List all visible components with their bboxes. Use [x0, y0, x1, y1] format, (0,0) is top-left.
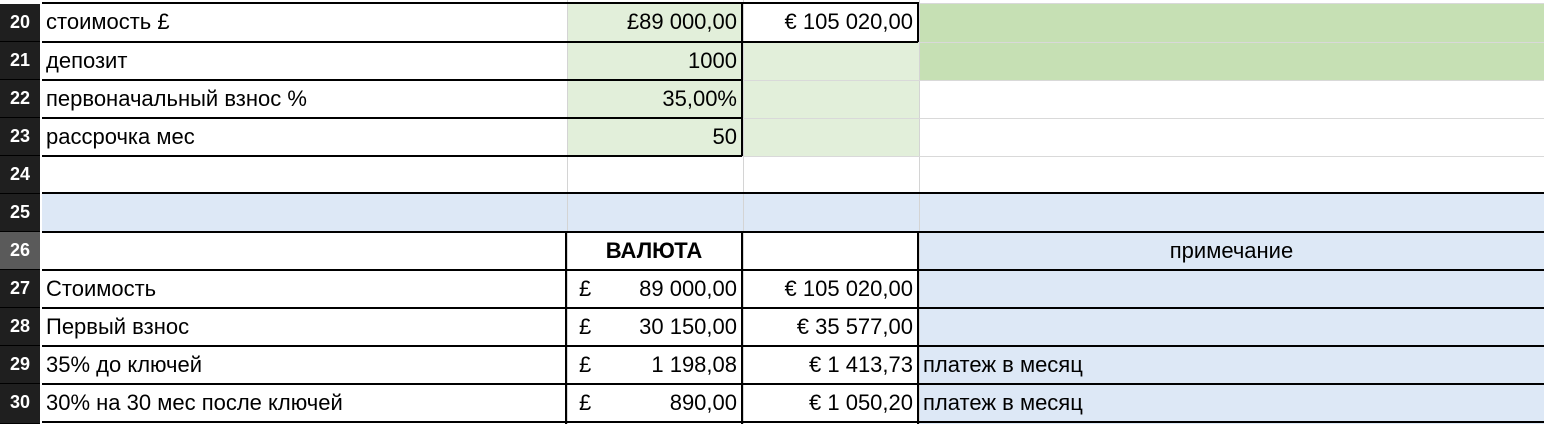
border-row-23: [42, 155, 742, 157]
cell-e29-note[interactable]: платеж в месяц: [923, 352, 1083, 377]
cell-c30[interactable]: 890,00: [669, 390, 737, 415]
row-header-20[interactable]: 20: [0, 4, 40, 42]
cell-b23[interactable]: рассрочка мес: [46, 124, 195, 149]
border-col-d: [917, 2, 919, 42]
cell-c27[interactable]: 89 000,00: [639, 276, 737, 301]
border-row-24: [42, 192, 1544, 194]
row-header-26[interactable]: 26: [0, 232, 40, 270]
cell-d28[interactable]: € 35 577,00: [796, 314, 913, 339]
row-header-28[interactable]: 28: [0, 308, 40, 346]
cell-b21[interactable]: депозит: [46, 48, 128, 73]
cell-c20[interactable]: £89 000,00: [626, 9, 737, 34]
cell-c28[interactable]: 30 150,00: [639, 314, 737, 339]
cell-d29[interactable]: € 1 413,73: [809, 352, 913, 377]
cell-d30[interactable]: € 1 050,20: [809, 390, 913, 415]
cell-d27[interactable]: € 105 020,00: [784, 276, 913, 301]
row-header-27[interactable]: 27: [0, 270, 40, 308]
row-header-23[interactable]: 23: [0, 118, 40, 156]
cell-c29-currency-symbol: £: [579, 352, 592, 377]
cell-c23[interactable]: 50: [712, 124, 737, 149]
row-header-24[interactable]: 24: [0, 156, 40, 194]
row-header-25[interactable]: 25: [0, 194, 40, 232]
cell-c22[interactable]: 35,00%: [662, 86, 737, 111]
cell-c27-currency-symbol: £: [579, 276, 592, 301]
cell-e30-note[interactable]: платеж в месяц: [923, 390, 1083, 415]
cell-c21[interactable]: 1000: [688, 48, 737, 73]
cell-c26-currency-header[interactable]: ВАЛЮТА: [605, 238, 703, 263]
row-header-29[interactable]: 29: [0, 346, 40, 384]
cell-c28-currency-symbol: £: [579, 314, 592, 339]
cell-b29[interactable]: 35% до ключей: [46, 352, 203, 377]
row-25-fill: [42, 194, 1544, 232]
cell-c29[interactable]: 1 198,08: [651, 352, 737, 377]
input-fill-d: [743, 42, 919, 156]
cell-d20[interactable]: € 105 020,00: [784, 9, 913, 34]
row-header-21[interactable]: 21: [0, 42, 40, 80]
cell-b28[interactable]: Первый взнос: [46, 314, 190, 339]
row-header-22[interactable]: 22: [0, 80, 40, 118]
cell-b30[interactable]: 30% на 30 мес после ключей: [46, 390, 343, 415]
border-row-30: [42, 421, 1544, 423]
cell-b20[interactable]: стоимость £: [46, 9, 170, 34]
row-header-30[interactable]: 30: [0, 384, 40, 424]
cell-b27[interactable]: Стоимость: [46, 276, 157, 301]
cell-b22[interactable]: первоначальный взнос %: [46, 86, 307, 111]
cell-c30-currency-symbol: £: [579, 390, 592, 415]
cell-e26-notes-header[interactable]: примечание: [1169, 238, 1294, 263]
